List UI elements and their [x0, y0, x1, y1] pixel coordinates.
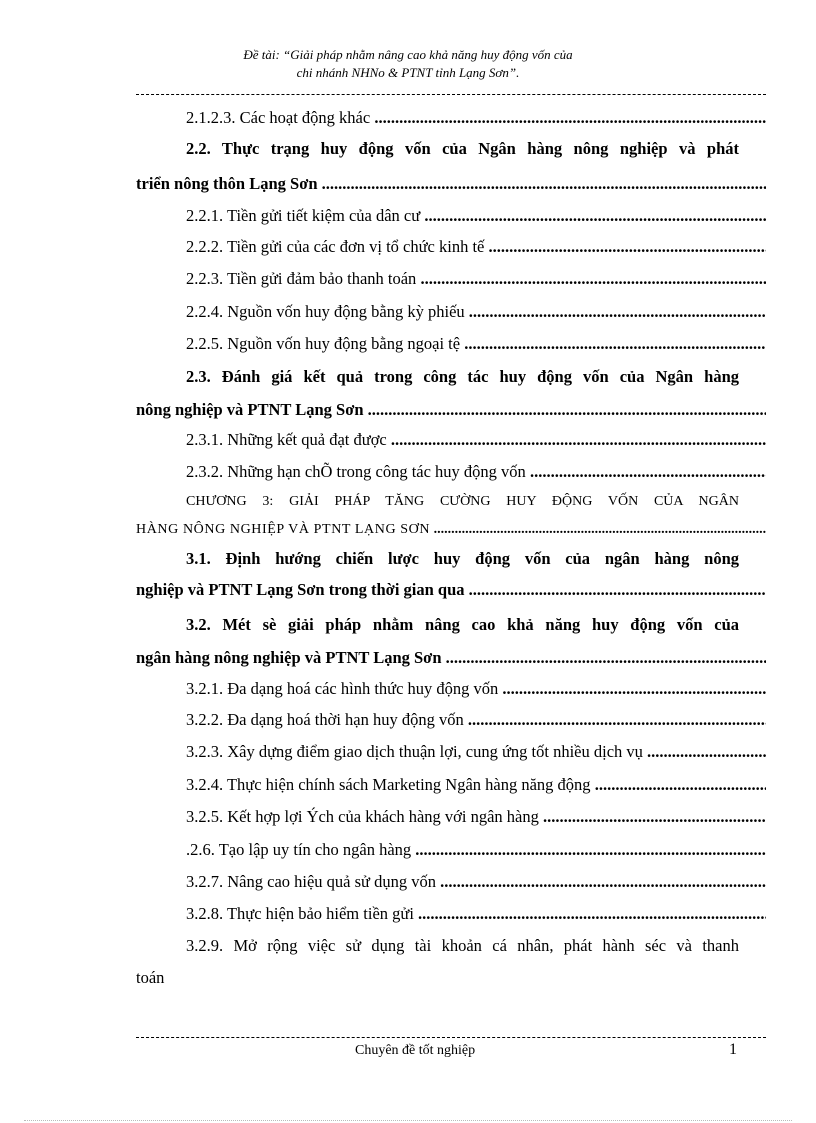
toc-entry: 2.2.3. Tiền gửi đảm bảo thanh toán ..... — [186, 268, 766, 290]
toc-entry: 2.3.2. Những hạn chÕ trong công tác huy động vốn ..... — [186, 461, 766, 483]
toc-entry: .2.6. Tạo lập uy tín cho ngân hàng ..... — [186, 839, 766, 861]
toc-entry: 2.2.1. Tiền gửi tiết kiệm của dân cư ..... — [186, 205, 766, 227]
toc-entry: 3.2.8. Thực hiện bảo hiểm tiền gửi ..... — [186, 903, 766, 925]
toc-entry: 3.2.4. Thực hiện chính sách Marketing Ngân hàng năng động ..... — [186, 774, 766, 796]
footer-title: Chuyên đề tốt nghiệp — [355, 1043, 476, 1058]
toc-entry: nông nghiệp và PTNT Lạng Sơn ..... — [136, 399, 766, 421]
toc-entry: 2.3. Đánh giá kết quả trong công tác huy động vốn của Ngân hàng — [186, 367, 739, 386]
toc-entry: 3.2.9. Mở rộng việc sử dụng tài khoản cá nhân, phát hành séc và thanh — [186, 936, 739, 955]
toc-entry: 3.2.3. Xây dựng điểm giao dịch thuận lợi, cung ứng tốt nhiều dịch vụ ..... — [186, 741, 766, 763]
toc-entry: toán — [136, 968, 165, 987]
page-bottom-border — [24, 1120, 792, 1121]
toc-entry: nghiệp và PTNT Lạng Sơn trong thời gian qua ..... — [136, 579, 766, 601]
footer-rule — [136, 1037, 766, 1038]
header-line-2: chi nhánh NHNo & PTNT tỉnh Lạng Sơn”. — [296, 65, 520, 80]
toc-entry: ngân hàng nông nghiệp và PTNT Lạng Sơn ..... — [136, 647, 766, 669]
toc-entry: CHƯƠNG 3: GIẢI PHÁP TĂNG CƯỜNG HUY ĐỘNG VỐN CỦA NGÂN — [186, 494, 739, 509]
toc-entry: 3.2. Mét sè giải pháp nhằm nâng cao khả năng huy động vốn của — [186, 615, 739, 634]
toc-entry: 3.2.7. Nâng cao hiệu quả sử dụng vốn ..... — [186, 871, 766, 893]
toc-entry: HÀNG NÔNG NGHIỆP VÀ PTNT LẠNG SƠN ..... — [136, 519, 766, 541]
toc-entry: 2.2. Thực trạng huy động vốn của Ngân hàng nông nghiệp và phát — [186, 139, 739, 158]
header-rule — [136, 94, 766, 95]
toc-entry: 2.2.2. Tiền gửi của các đơn vị tổ chức kinh tế ..... — [186, 236, 766, 258]
toc-entry: 2.2.5. Nguồn vốn huy động bằng ngoại tệ ..... — [186, 333, 766, 355]
toc-entry: 3.2.2. Đa dạng hoá thời hạn huy động vốn ..... — [186, 709, 766, 731]
toc-entry: 2.3.1. Những kết quả đạt được ..... — [186, 429, 766, 451]
toc-entry: 3.2.1. Đa dạng hoá các hình thức huy động vốn ..... — [186, 678, 766, 700]
toc-entry: triển nông thôn Lạng Sơn ..... — [136, 173, 766, 195]
page-header — [0, 46, 816, 82]
toc-entry: 3.2.5. Kết hợp lợi Ých của khách hàng với ngân hàng ..... — [186, 806, 766, 828]
toc-entry: 2.1.2.3. Các hoạt động khác ..... — [186, 107, 766, 129]
toc-entry: 3.1. Định hướng chiến lược huy động vốn của ngân hàng nông — [186, 549, 739, 568]
toc-entry: 2.2.4. Nguồn vốn huy động bằng kỳ phiếu ..... — [186, 301, 766, 323]
header-line-1: Đề tài: “Giải pháp nhằm nâng cao khả năng huy động vốn của — [243, 47, 573, 62]
page-number: 1 — [729, 1041, 737, 1058]
